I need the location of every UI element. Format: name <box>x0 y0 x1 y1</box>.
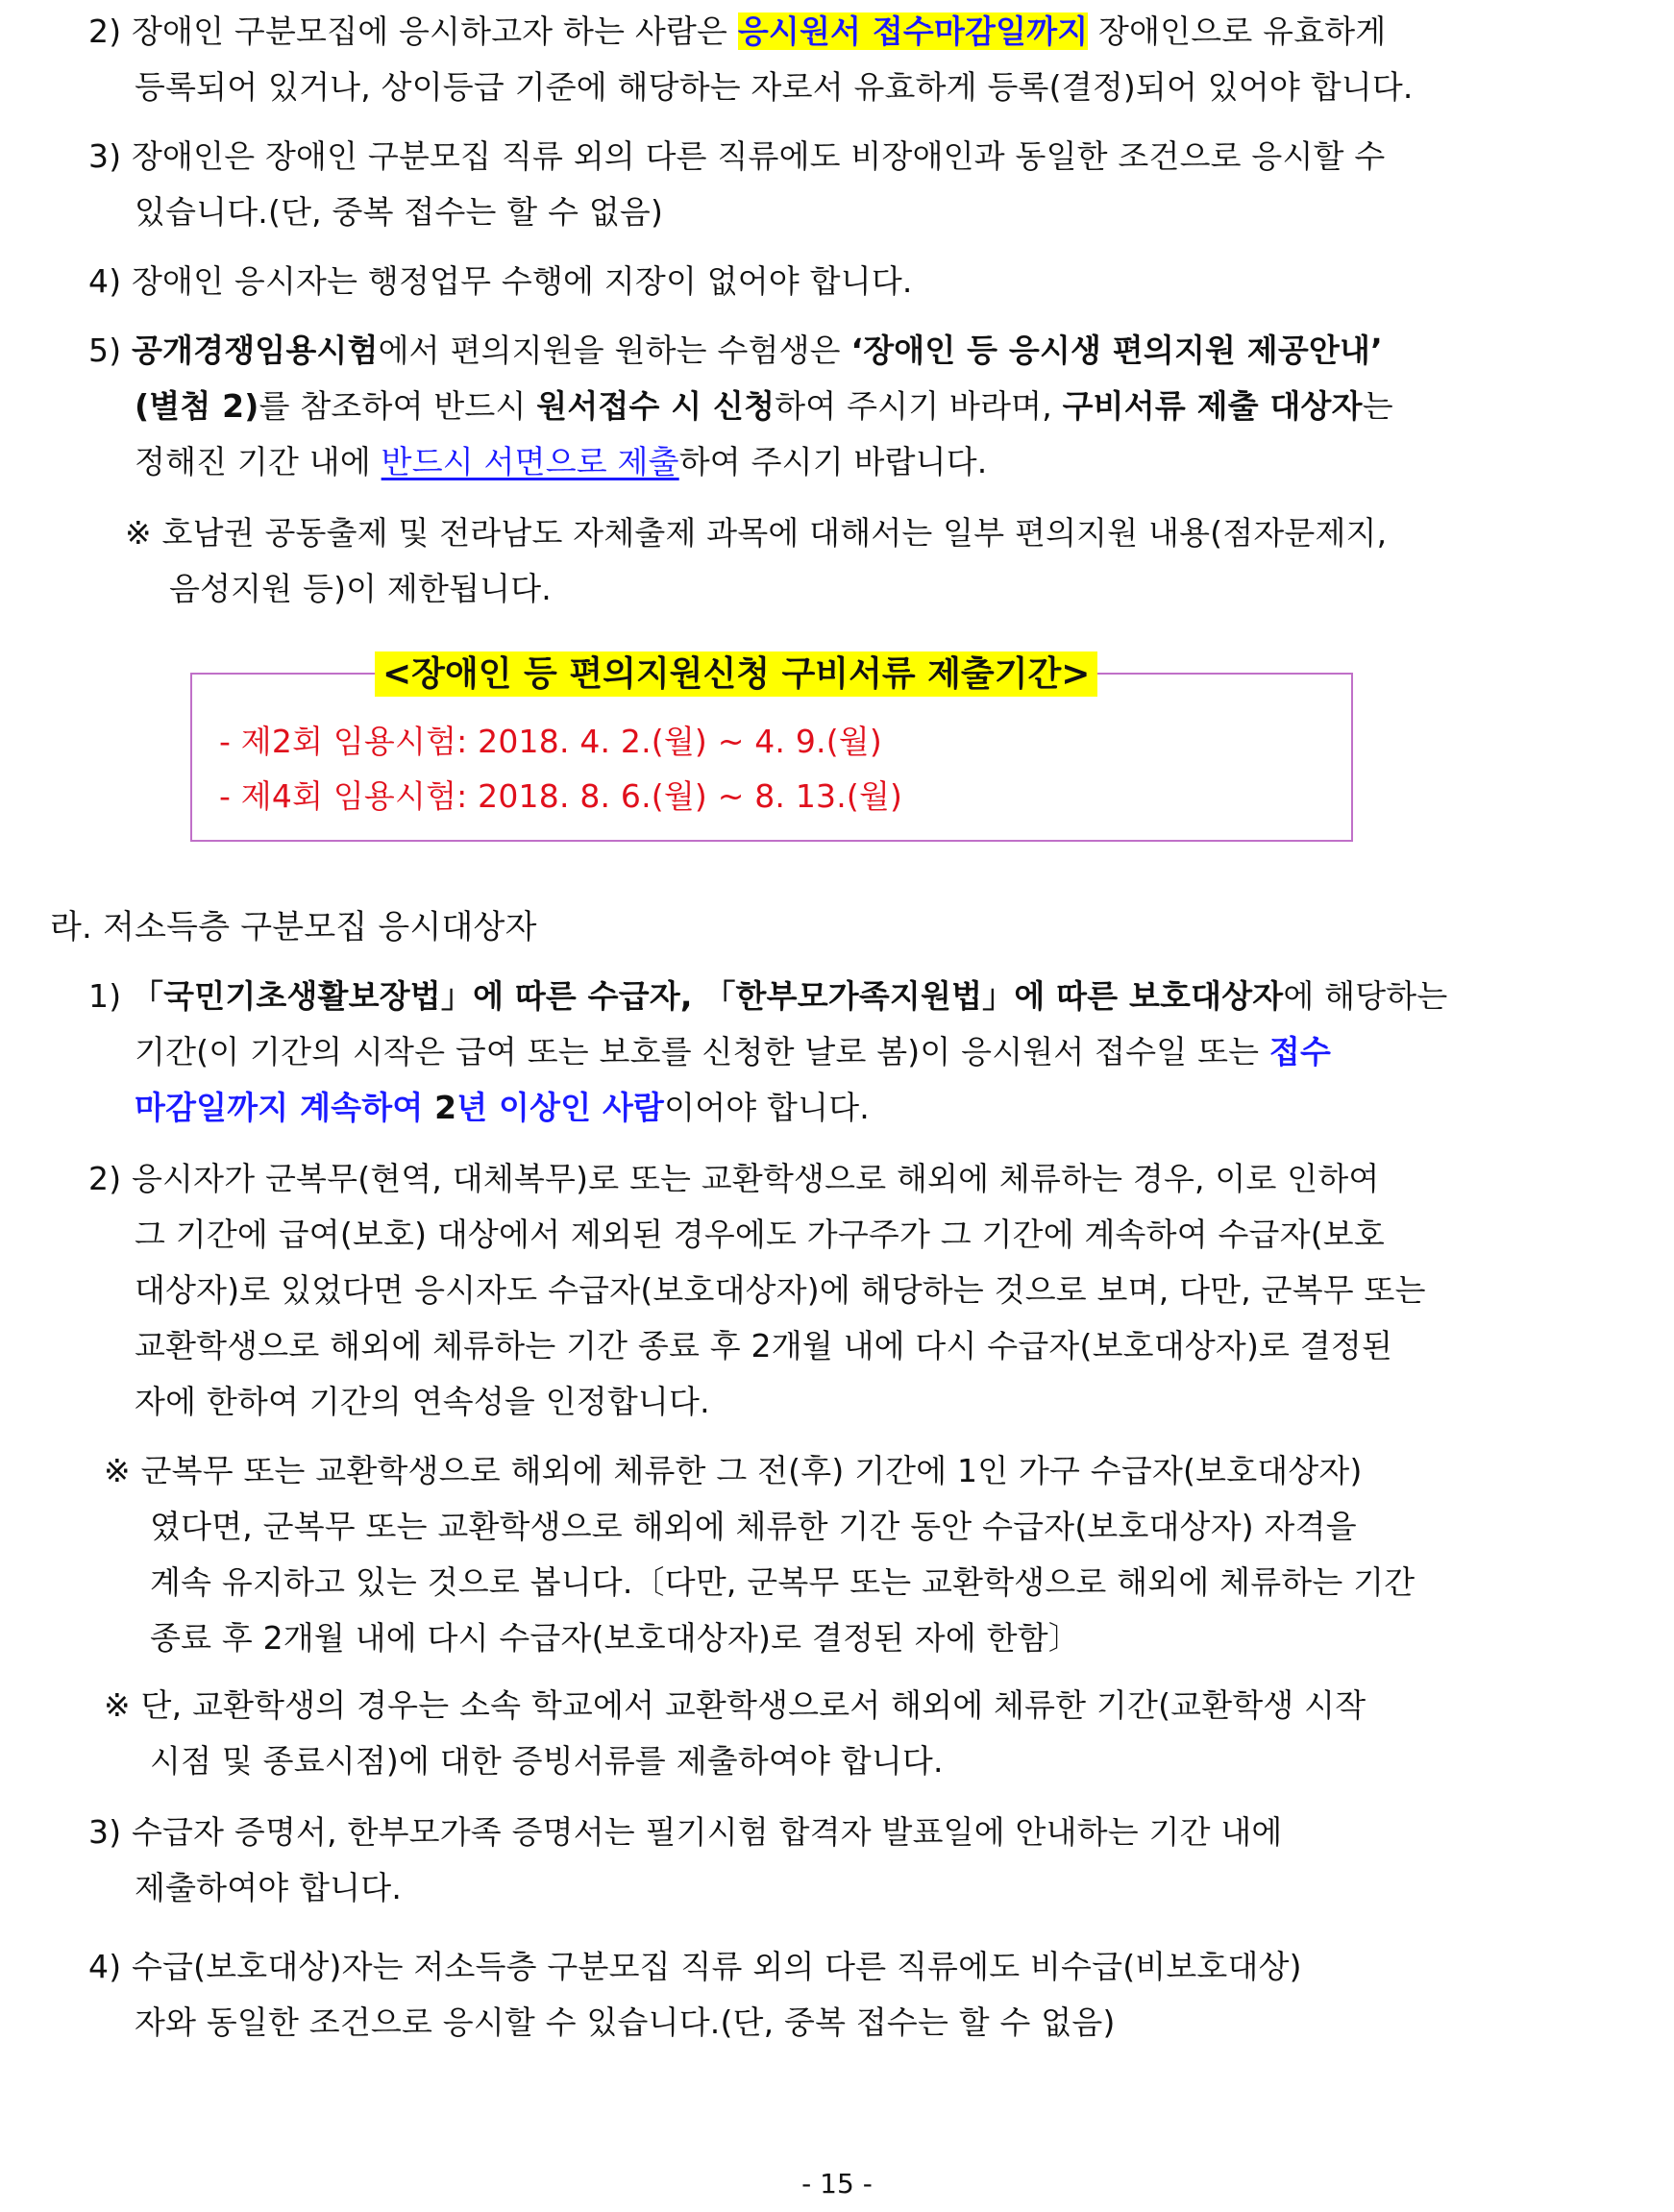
item-5-line-3 <box>135 443 988 480</box>
d4-line-2: 자와 동일한 조건으로 응시할 수 있습니다.(단, 중복 접수는 할 수 없음) <box>135 2003 1116 2041</box>
item-2-text: 2) 장애인 구분모집에 응시하고자 하는 사람은 <box>88 12 738 50</box>
item-3-line-1: 3) 장애인은 장애인 구분모집 직류 외의 다른 직류에도 비장애인과 동일한 조건으로 응시할 수 <box>88 137 1386 175</box>
d1-blue-3: 년 이상인 사람 <box>456 1089 665 1126</box>
note-2-line-4: 종료 후 2개월 내에 다시 수급자(보호대상자)로 결정된 자에 한함〕 <box>150 1619 1081 1657</box>
note-2-line-3: 계속 유지하고 있는 것으로 봅니다.〔다만, 군복무 또는 교환학생으로 해외에 체류하는 기간 <box>150 1563 1416 1601</box>
d1-text-2: 기간(이 기간의 시작은 급여 또는 보호를 신청한 날로 봄)이 응시원서 접수일 또는 <box>135 1033 1269 1070</box>
d2-line-1: 2) 응시자가 군복무(현역, 대체복무)로 또는 교환학생으로 해외에 체류하는 경우, 이로 인하여 <box>88 1160 1380 1197</box>
item-4-line-1: 4) 장애인 응시자는 행정업무 수행에 지장이 없어야 합니다. <box>88 262 913 300</box>
page-number: - 15 - <box>801 2168 873 2200</box>
d1-line-3 <box>135 1089 870 1126</box>
d3-line-1: 3) 수급자 증명서, 한부모가족 증명서는 필기시험 합격자 발표일에 안내하는 기간 내에 <box>88 1813 1283 1851</box>
apply-when-bold: 원서접수 시 신청 <box>536 387 775 425</box>
d1-line-2 <box>135 1033 1332 1070</box>
item-2-line-1 <box>88 12 1387 50</box>
period-line-1: - 제2회 임용시험: 2018. 4. 2.(월) ~ 4. 9.(월) <box>219 723 882 760</box>
note-3-line-1: ※ 단, 교환학생의 경우는 소속 학교에서 교환학생으로서 해외에 체류한 기간(교환학생 시작 <box>104 1686 1366 1724</box>
item-5-text-2: 를 참조하여 반드시 <box>258 387 537 425</box>
d2-line-4: 교환학생으로 해외에 체류하는 기간 종료 후 2개월 내에 다시 수급자(보호대상자)로 결정된 <box>135 1327 1393 1364</box>
d4-line-1: 4) 수급(보호대상)자는 저소득층 구분모집 직류 외의 다른 직류에도 비수급(비보호대상) <box>88 1948 1302 1985</box>
exam-name-bold: 공개경쟁임용시험 <box>131 332 379 369</box>
d2-line-3: 대상자)로 있었다면 응시자도 수급자(보호대상자)에 해당하는 것으로 보며, 다만, 군복무 또는 <box>135 1271 1426 1309</box>
item-3-line-2: 있습니다.(단, 중복 접수는 할 수 없음) <box>135 193 664 231</box>
law-reference-bold: 「국민기초생활보장법」에 따른 수급자, 「한부모가족지원법」에 따른 보호대상자 <box>131 977 1284 1015</box>
d1-text-3: 이어야 합니다. <box>664 1089 870 1126</box>
item-5-text-6: 하여 주시기 바랍니다. <box>678 443 988 480</box>
note-3-line-2: 시점 및 종료시점)에 대한 증빙서류를 제출하여야 합니다. <box>150 1742 944 1780</box>
d1-blue-1: 접수 <box>1268 1033 1332 1070</box>
attachment-ref: (별첨 2) <box>135 387 259 425</box>
d1-line-1 <box>88 977 1448 1015</box>
period-line-2: - 제4회 임용시험: 2018. 8. 6.(월) ~ 8. 13.(월) <box>219 777 903 815</box>
section-heading: 라. 저소득층 구분모집 응시대상자 <box>50 908 537 946</box>
item-5-line-2 <box>135 387 1393 425</box>
d1-text: 에 해당하는 <box>1283 977 1448 1015</box>
d1-blue-2: 마감일까지 계속하여 <box>135 1089 435 1126</box>
item-2-text-tail: 장애인으로 유효하게 <box>1088 12 1387 50</box>
item-5-text-5: 정해진 기간 내에 <box>135 443 382 480</box>
d2-line-5: 자에 한하여 기간의 연속성을 인정합니다. <box>135 1383 710 1420</box>
guide-title-bold: ‘장애인 등 응시생 편의지원 제공안내’ <box>850 332 1383 369</box>
d2-line-2: 그 기간에 급여(보호) 대상에서 제외된 경우에도 가구주가 그 기간에 계속하여 수급자(보호 <box>135 1216 1385 1253</box>
item-5-line-1 <box>88 332 1383 369</box>
item-2-line-2: 등록되어 있거나, 상이등급 기준에 해당하는 자로서 유효하게 등록(결정)되어 있어야 합니다. <box>135 68 1414 106</box>
submission-period-title: <장애인 등 편의지원신청 구비서류 제출기간> <box>375 651 1097 697</box>
item-5-number: 5) <box>88 332 132 369</box>
deadline-highlight: 응시원서 접수마감일까지 <box>737 12 1089 50</box>
note-1-line-1: ※ 호남권 공동출제 및 전라남도 자체출제 과목에 대해서는 일부 편의지원 내용(점자문제지, <box>125 514 1388 552</box>
note-1-line-2: 음성지원 등)이 제한됩니다. <box>169 570 553 607</box>
note-2-line-1: ※ 군복무 또는 교환학생으로 해외에 체류한 그 전(후) 기간에 1인 가구 수급자(보호대상자) <box>104 1452 1363 1489</box>
document-target-bold: 구비서류 제출 대상자 <box>1062 387 1363 425</box>
item-5-text-3: 하여 주시기 바라며, <box>775 387 1063 425</box>
item-5-text-4: 는 <box>1362 387 1393 425</box>
item-5-text: 에서 편의지원을 원하는 수험생은 <box>378 332 851 369</box>
d1-number: 1) <box>88 977 132 1015</box>
d3-line-2: 제출하여야 합니다. <box>135 1869 403 1906</box>
note-2-line-2: 였다면, 군복무 또는 교환학생으로 해외에 체류한 기간 동안 수급자(보호대상자) 자격을 <box>150 1508 1357 1545</box>
written-submission-underline: 반드시 서면으로 제출 <box>381 443 679 480</box>
d1-years-bold: 2 <box>434 1089 457 1126</box>
